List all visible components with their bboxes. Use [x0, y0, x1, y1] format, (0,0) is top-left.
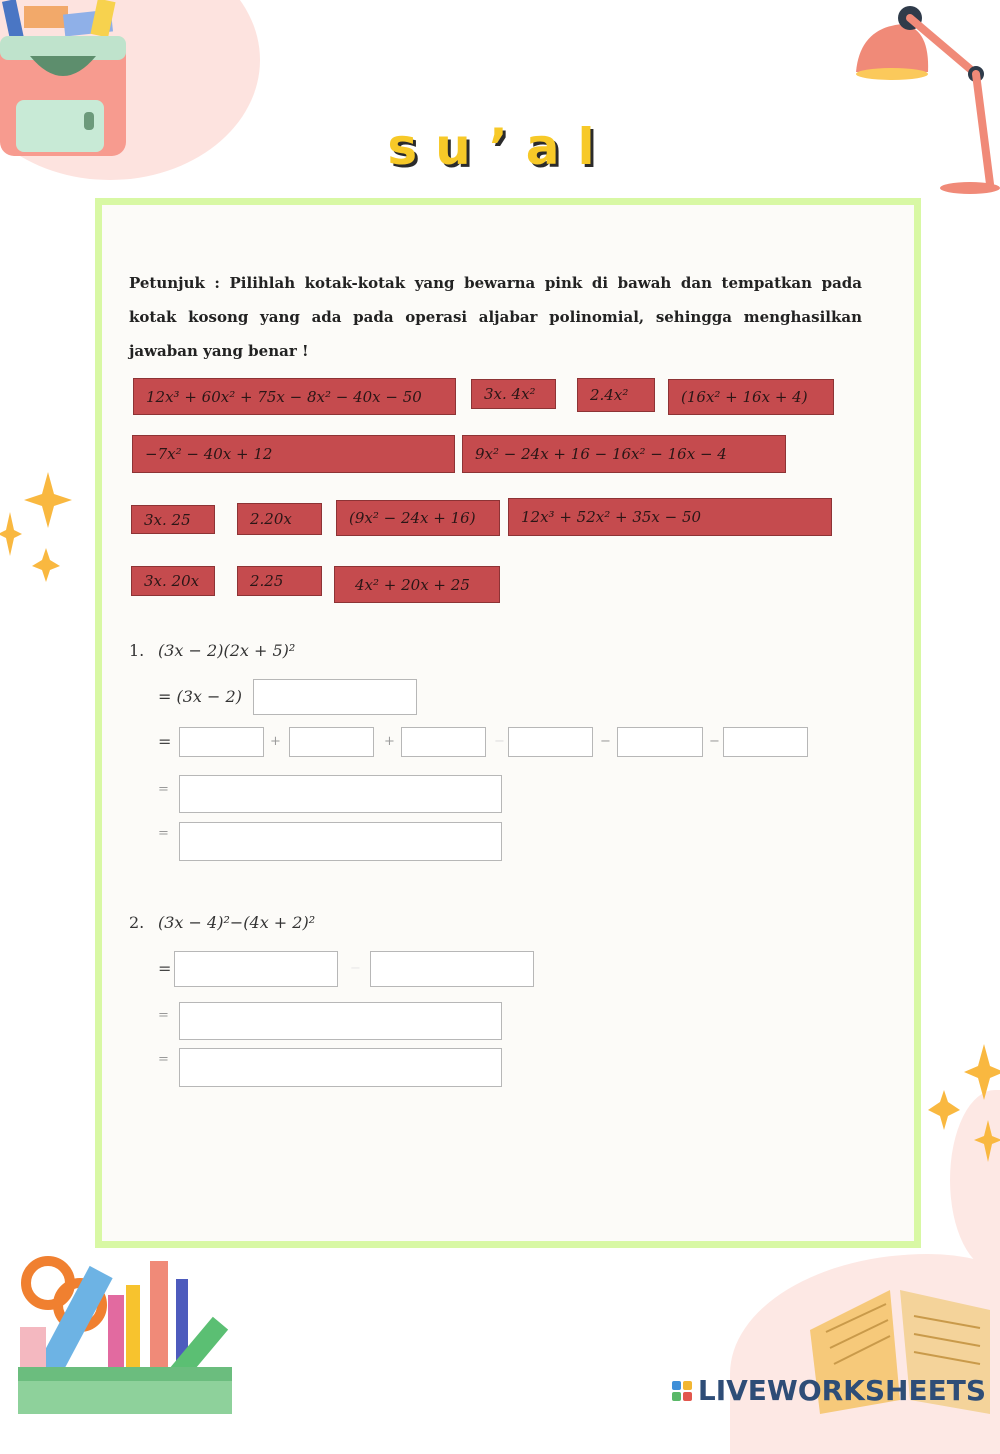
brand-name: LIVEWORKSHEETS — [697, 1374, 986, 1407]
equals-sign: = — [158, 826, 169, 841]
operator-sign: + — [384, 734, 395, 749]
page-title: su’al — [387, 118, 613, 176]
equals-sign: = — [158, 782, 169, 797]
equals-sign: = — [158, 1008, 169, 1023]
stationery-icon — [0, 1245, 250, 1414]
equals-sign: = — [158, 1052, 169, 1067]
answer-tile[interactable]: −7x² − 40x + 12 — [132, 435, 455, 473]
answer-tile[interactable]: 4x² + 20x + 25 — [334, 566, 500, 603]
answer-tile[interactable]: 3x. 4x² — [471, 379, 556, 409]
question-number: 1. — [129, 641, 145, 660]
answer-drop-box[interactable] — [289, 727, 374, 757]
answer-tile[interactable]: (16x² + 16x + 4) — [668, 379, 834, 415]
operator-sign: − — [494, 734, 505, 749]
operator-sign: − — [350, 961, 361, 976]
answer-tile[interactable]: 12x³ + 60x² + 75x − 8x² − 40x − 50 — [133, 378, 456, 415]
operator-sign: − — [600, 734, 611, 749]
answer-drop-box[interactable] — [179, 822, 502, 861]
sparkle-icon — [0, 470, 80, 590]
sparkle-icon — [920, 1040, 1000, 1170]
answer-tile[interactable]: 3x. 25 — [131, 505, 215, 534]
equals-sign: = — [158, 732, 172, 751]
answer-tile[interactable]: 2.20x — [237, 503, 322, 535]
instructions-text: Petunjuk : Pilihlah kotak-kotak yang bewarna pink di bawah dan tempatkan pada kotak kosong yang ada pada operasi aljabar polinomial, sehingga menghasilkan jawaban yang benar ! — [129, 274, 862, 360]
answer-tile[interactable]: (9x² − 24x + 16) — [336, 500, 500, 536]
answer-drop-box[interactable] — [179, 727, 264, 757]
answer-tile[interactable]: 2.25 — [237, 566, 322, 596]
liveworksheets-logo-icon — [672, 1381, 692, 1401]
answer-tile[interactable]: 2.4x² — [577, 378, 655, 412]
question-expression: (3x − 4)²−(4x + 2)² — [158, 913, 316, 932]
question-number: 2. — [129, 913, 145, 932]
answer-tile[interactable]: 3x. 20x — [131, 566, 215, 596]
equals-sign: = — [158, 959, 172, 978]
operator-sign: + — [270, 734, 281, 749]
answer-drop-box[interactable] — [723, 727, 808, 757]
answer-drop-box[interactable] — [174, 951, 338, 987]
answer-drop-box[interactable] — [179, 1002, 502, 1040]
answer-drop-box[interactable] — [617, 727, 703, 757]
question-expression: (3x − 2)(2x + 5)² — [158, 641, 296, 660]
answer-tile[interactable]: 9x² − 24x + 16 − 16x² − 16x − 4 — [462, 435, 786, 473]
answer-tile[interactable]: 12x³ + 52x² + 35x − 50 — [508, 498, 832, 536]
answer-drop-box[interactable] — [253, 679, 417, 715]
answer-drop-box[interactable] — [401, 727, 486, 757]
answer-drop-box[interactable] — [508, 727, 593, 757]
answer-drop-box[interactable] — [179, 775, 502, 813]
step-prefix: = (3x − 2) — [158, 687, 242, 706]
brand-logo — [672, 1374, 986, 1407]
answer-drop-box[interactable] — [370, 951, 534, 987]
answer-drop-box[interactable] — [179, 1048, 502, 1087]
operator-sign: − — [709, 734, 720, 749]
